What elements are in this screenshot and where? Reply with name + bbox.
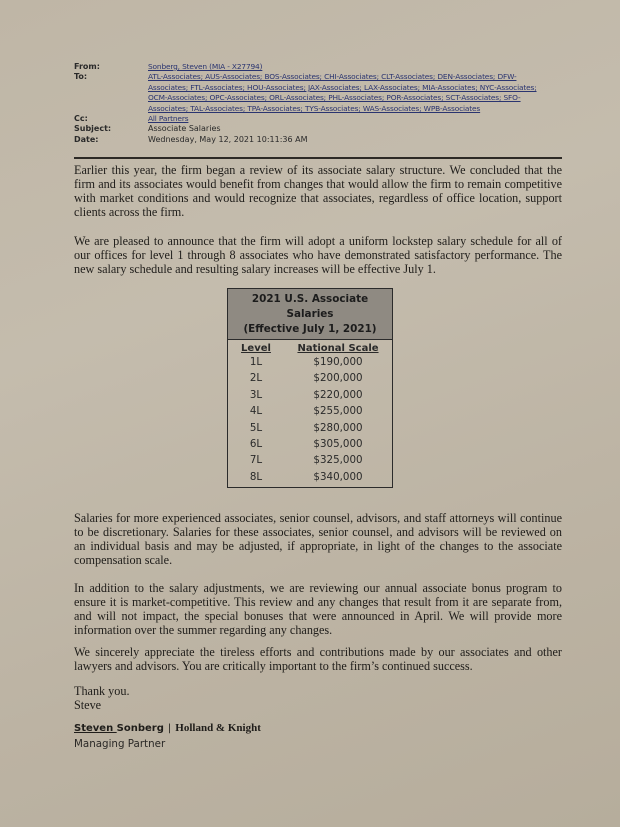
from-value[interactable]: Sonberg, Steven (MIA - X27794) bbox=[148, 62, 263, 71]
salary-table-title bbox=[228, 289, 392, 340]
salary-cell: $305,000 bbox=[313, 438, 363, 451]
level-cell: 8L bbox=[249, 470, 263, 483]
salary-table-row bbox=[228, 452, 392, 468]
closing-block bbox=[74, 684, 562, 712]
to-recipients-line[interactable]: ATL-Associates; AUS-Associates; BOS-Associates; CHI-Associates; CLT-Associates; DEN-Associates; DFW- bbox=[148, 72, 517, 82]
signature-name bbox=[74, 723, 164, 734]
from-row bbox=[74, 62, 564, 72]
salary-table-column-headers bbox=[228, 343, 392, 354]
email-header bbox=[74, 62, 564, 145]
salary-table-row bbox=[228, 403, 392, 419]
salary-table-title-line: 2021 U.S. Associate Salaries bbox=[251, 293, 369, 320]
closing-text: Thank you. bbox=[74, 684, 130, 698]
to-row bbox=[74, 72, 564, 114]
to-recipients-line[interactable]: OCM-Associates; OPC-Associates; ORL-Associates; PHL-Associates; POR-Associates; SCT-Associates; SFO- bbox=[148, 93, 521, 103]
level-cell: 1L bbox=[249, 356, 263, 368]
salary-cell: $340,000 bbox=[313, 470, 363, 483]
closing-name: Steve bbox=[74, 698, 102, 712]
to-recipients-line[interactable]: Associates; TAL-Associates; TPA-Associates; TYS-Associates; WAS-Associates; WPB-Associates bbox=[148, 103, 481, 113]
body-paragraph: In addition to the salary adjustments, we are reviewing our annual associate bonus program to ensure it is market-competitive. This review and any changes that result from it are separate from, and will not impact, the special bonuses that were announced in April. We will provide more information over the summer regarding any changes. bbox=[74, 581, 562, 637]
salary-table-body bbox=[228, 354, 392, 487]
salary-table-row bbox=[228, 420, 392, 436]
body-paragraph: We are pleased to announce that the firm will adopt a uniform lockstep salary schedule for all of our offices for level 1 through 8 associates who have demonstrated satisfactory performance. The new salary schedule and resulting salary increases will be effective July 1. bbox=[74, 234, 562, 276]
salary-table bbox=[227, 288, 393, 488]
salary-table-subtitle-line: (Effective July 1, 2021) bbox=[243, 323, 377, 335]
signature-separator: | bbox=[167, 723, 172, 734]
salary-cell: $325,000 bbox=[313, 454, 363, 467]
salary-cell: $200,000 bbox=[313, 372, 363, 385]
cc-row bbox=[74, 114, 564, 124]
from-label: From: bbox=[74, 62, 100, 71]
salary-cell: $255,000 bbox=[313, 405, 363, 418]
header-divider bbox=[74, 157, 562, 159]
salary-table-row bbox=[228, 469, 392, 485]
level-cell: 5L bbox=[249, 421, 263, 434]
subject-value: Associate Salaries bbox=[148, 124, 221, 134]
date-label: Date: bbox=[74, 134, 99, 144]
salary-table-row bbox=[228, 354, 392, 370]
cc-label: Cc: bbox=[74, 114, 88, 124]
salary-cell: $220,000 bbox=[313, 388, 363, 401]
level-cell: 3L bbox=[249, 388, 263, 401]
date-row bbox=[74, 135, 564, 145]
to-label: To: bbox=[74, 72, 88, 82]
signature-firm: Holland & Knight bbox=[175, 722, 261, 734]
level-cell: 4L bbox=[249, 405, 263, 418]
body-paragraph: Earlier this year, the firm began a review of its associate salary structure. We concluded that the firm and its associates would benefit from changes that would allow the firm to remain competitive with market conditions and would recognize that associates, regardless of office location, support clients across the firm. bbox=[74, 163, 562, 219]
signature-title: Managing Partner bbox=[74, 738, 166, 750]
salary-cell: $190,000 bbox=[313, 356, 363, 368]
salary-table-row bbox=[228, 387, 392, 403]
subject-row bbox=[74, 124, 564, 134]
body-paragraph: Salaries for more experienced associates, senior counsel, advisors, and staff attorneys will continue to be discretionary. Salaries for these associates, senior counsel, and advisors will be reviewed on an individual basis and may be adjusted, if appropriate, in light of the changes to the associate compensation scale. bbox=[74, 511, 562, 567]
signature-first-name: Steven bbox=[74, 723, 117, 734]
salary-table-row bbox=[228, 370, 392, 386]
column-header-national-scale: National Scale bbox=[297, 343, 379, 354]
level-cell: 7L bbox=[249, 454, 263, 467]
subject-label: Subject: bbox=[74, 124, 112, 134]
cc-value[interactable]: All Partners bbox=[148, 114, 189, 124]
level-cell: 6L bbox=[249, 438, 263, 451]
signature-line bbox=[74, 722, 261, 734]
salary-cell: $280,000 bbox=[313, 421, 363, 434]
level-cell: 2L bbox=[249, 372, 263, 385]
signature-last-name: Sonberg bbox=[116, 723, 164, 734]
column-header-level: Level bbox=[241, 343, 271, 354]
body-paragraph: We sincerely appreciate the tireless efforts and contributions made by our associates and other lawyers and advisors. You are critically important to the firm’s continued success. bbox=[74, 645, 562, 673]
date-value: Wednesday, May 12, 2021 10:11:36 AM bbox=[148, 134, 308, 144]
salary-table-row bbox=[228, 436, 392, 452]
to-recipients-line[interactable]: Associates; FTL-Associates; HOU-Associates; JAX-Associates; LAX-Associates; MIA-Associates; NYC-Associates; bbox=[148, 82, 537, 92]
